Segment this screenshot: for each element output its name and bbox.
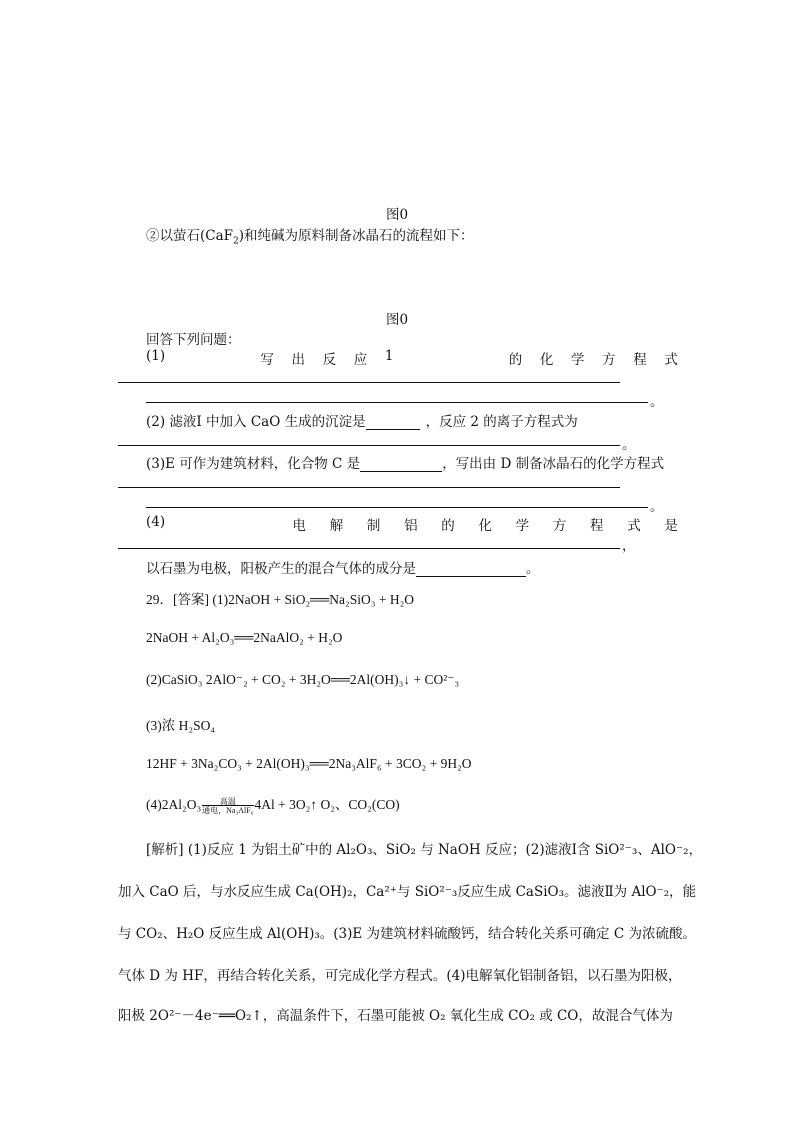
q1-word: 写 — [260, 352, 274, 368]
analysis-line-1: [解析] (1)反应 1 为铝土矿中的 Al₂O₃、SiO₂ 与 NaOH 反应；(2)滤液Ⅰ含 SiO²⁻₃、AlO⁻₂， — [146, 842, 702, 858]
analysis-line-4: 气体 D 为 HF，再结合转化关系，可完成化学方程式。(4)电解氧化铝制备铝，以石墨为阳极， — [118, 968, 682, 984]
reaction-condition — [202, 797, 253, 815]
answer-line-2: 2NaOH + Al₂O₃══2NaAlO₂ + H₂O — [146, 630, 343, 645]
answer-line — [118, 548, 620, 549]
question-4-line — [146, 514, 678, 534]
analysis-line-2: 加入 CaO 后，与水反应生成 Ca(OH)₂，Ca²⁺与 SiO²⁻₃反应生成 CaSiO₃。滤液Ⅱ为 AlO⁻₂，能 — [118, 884, 697, 900]
answer-line-1: 29．[答案] (1)2NaOH + SiO₂══Na₂SiO₃ + H₂O — [146, 592, 415, 607]
figure-caption-1: 图0 — [385, 207, 409, 223]
prompt-text: 回答下列问题： — [146, 332, 241, 348]
answer-line — [146, 402, 648, 403]
q3-part2: ，写出由 D 制备冰晶石的化学方程式 — [442, 456, 665, 472]
q4-word: 是 — [664, 518, 678, 534]
answer-line-6 — [146, 793, 400, 815]
q2-part2: ，反应 2 的离子方程式为 — [425, 414, 578, 430]
q1-word: 出 — [291, 352, 305, 368]
blank-field[interactable] — [360, 457, 442, 472]
q4-num: (4) — [146, 514, 166, 530]
q4-comma: ， — [622, 538, 636, 554]
q1-word: 学 — [570, 352, 585, 368]
q1-word: 方 — [602, 352, 616, 368]
q2-part1: (2) 滤液Ⅰ 中加入 CaO 生成的沉淀是 — [146, 414, 366, 430]
answer-line — [118, 487, 620, 488]
intro-prefix: ②以萤石(CaF — [146, 228, 234, 244]
q4-word: 制 — [366, 518, 381, 534]
q1-word: 化 — [539, 352, 554, 368]
q3-part1: (3)E 可作为建筑材料，化合物 C 是 — [146, 456, 361, 472]
question-2-line — [146, 410, 578, 430]
q4-word: 的 — [441, 518, 455, 534]
q1-word: 的 — [508, 352, 523, 368]
answer-line-5: 12HF + 3Na₂CO₃ + 2Al(OH)₃══2Na₃AlF₆ + 3CO₂ + 9H₂O — [146, 756, 472, 771]
answer-6-suffix: 4Al + 3O₂↑ O₂、CO₂(CO) — [254, 797, 400, 812]
q4-word: 程 — [590, 518, 604, 534]
q1-end: 。 — [650, 394, 664, 410]
question-1-line — [146, 348, 678, 368]
q1-word: 程 — [633, 352, 647, 368]
blank-field[interactable] — [416, 562, 526, 577]
answer-6-prefix: (4)2Al₂O₃ — [146, 797, 202, 812]
condition-bottom: 通电，Na₃AlF₆ — [202, 805, 254, 815]
analysis-line-3: 与 CO₂、H₂O 反应生成 Al(OH)₃。(3)E 为建筑材料硫酸钙，结合转化关系可确定 C 为浓硫酸。 — [118, 926, 696, 942]
answer-line — [118, 445, 620, 446]
q4-word: 解 — [329, 518, 344, 534]
analysis-line-5: 阳极 2O²⁻－4e⁻══O₂↑，高温条件下，石墨可能被 O₂ 氧化生成 CO₂ 或 CO，故混合气体为 — [118, 1008, 673, 1024]
q4-word: 化 — [478, 518, 492, 534]
q4-end: 。 — [526, 561, 540, 577]
question-4-line-2 — [146, 557, 540, 577]
q1-word: 应 — [353, 352, 368, 368]
blank-field[interactable] — [366, 415, 420, 430]
intro-suffix: )和纯碱为原料制备冰晶石的流程如下： — [238, 228, 474, 244]
condition-top: 高温 — [219, 796, 236, 806]
q4-word: 学 — [515, 518, 530, 534]
answer-line-3: (2)CaSiO₃ 2AlO⁻₂ + CO₂ + 3H₂O══2Al(OH)₃↓ + CO²⁻₃ — [146, 672, 460, 687]
q4-line2: 以石墨为电极，阳极产生的混合气体的成分是 — [146, 561, 416, 577]
intro-text — [146, 224, 474, 247]
q4-word: 铝 — [404, 518, 418, 534]
answer-line — [146, 507, 648, 508]
q1-word: 反 — [322, 352, 337, 368]
question-3-line — [146, 452, 664, 472]
q2-end: 。 — [622, 437, 636, 453]
q1-word: 式 — [664, 352, 678, 368]
q1-word: 1 — [384, 348, 394, 364]
figure-caption-2: 图0 — [385, 312, 409, 328]
answer-line — [118, 382, 620, 383]
q4-word: 电 — [292, 518, 306, 534]
answer-line-4: (3)浓 H₂SO₄ — [146, 718, 216, 733]
q3-end: 。 — [650, 499, 664, 515]
q4-word: 方 — [552, 518, 567, 534]
q1-num: (1) — [146, 348, 166, 364]
intro-sub: 2 — [233, 236, 239, 247]
q4-word: 式 — [627, 518, 641, 534]
